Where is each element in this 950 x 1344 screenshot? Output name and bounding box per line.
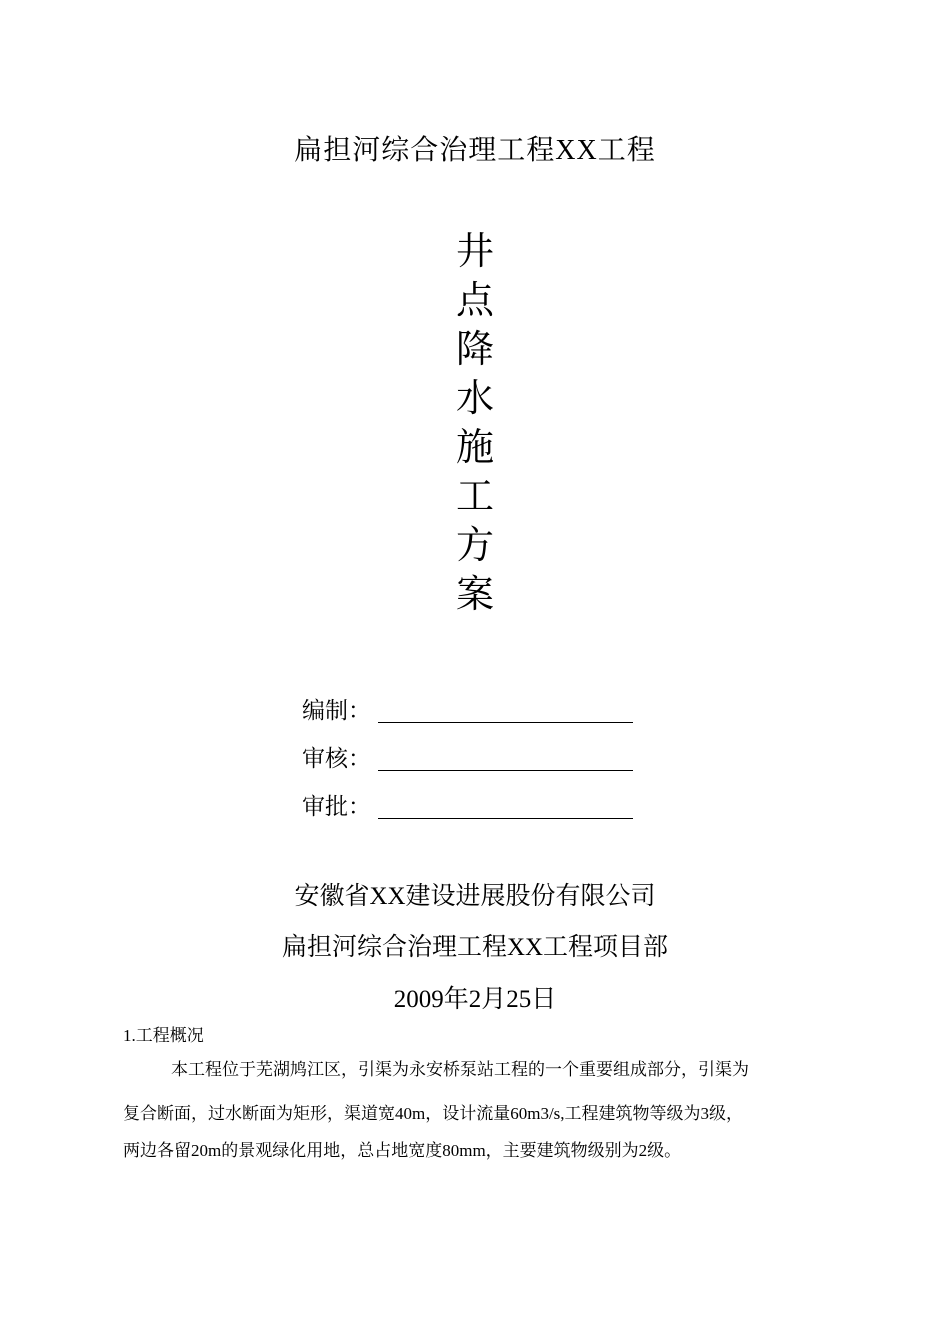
signature-label: 审核： xyxy=(302,746,371,772)
main-title-char: 方 xyxy=(455,523,494,567)
paragraph-line: 复合断面，过水断面为矩形，渠道宽40m，设计流量60m3/s,工程建筑物等级为3级， xyxy=(123,1104,744,1123)
document-date: 2009年2月25日 xyxy=(393,986,557,1013)
signature-row-approved xyxy=(302,774,642,822)
main-title-char: 降 xyxy=(455,327,494,371)
main-title-char: 井 xyxy=(455,229,494,273)
signature-line xyxy=(378,818,633,819)
signature-row-reviewed xyxy=(302,726,642,774)
section-heading: 1.工程概况 xyxy=(123,1026,204,1045)
main-title-char: 施 xyxy=(455,425,494,469)
main-title-char: 水 xyxy=(455,376,494,420)
project-department: 扁担河综合治理工程XX工程项目部 xyxy=(281,934,669,961)
project-title: 扁担河综合治理工程XX工程 xyxy=(294,135,656,166)
signature-label: 审批： xyxy=(302,794,371,820)
paragraph-line: 本工程位于芜湖鸠江区，引渠为永安桥泵站工程的一个重要组成部分，引渠为 xyxy=(171,1060,749,1079)
paragraph-line: 两边各留20m的景观绿化用地，总占地宽度80mm，主要建筑物级别为2级。 xyxy=(123,1141,682,1160)
signature-line xyxy=(378,722,633,723)
main-title-char: 案 xyxy=(455,572,494,616)
signature-block xyxy=(302,678,642,822)
main-title xyxy=(445,227,505,619)
main-title-char: 工 xyxy=(455,474,494,518)
main-title-char: 点 xyxy=(455,278,494,322)
company-name: 安徽省XX建设进展股份有限公司 xyxy=(294,883,656,910)
signature-line xyxy=(378,770,633,771)
signature-row-compiled xyxy=(302,678,642,726)
signature-label: 编制： xyxy=(302,698,371,724)
